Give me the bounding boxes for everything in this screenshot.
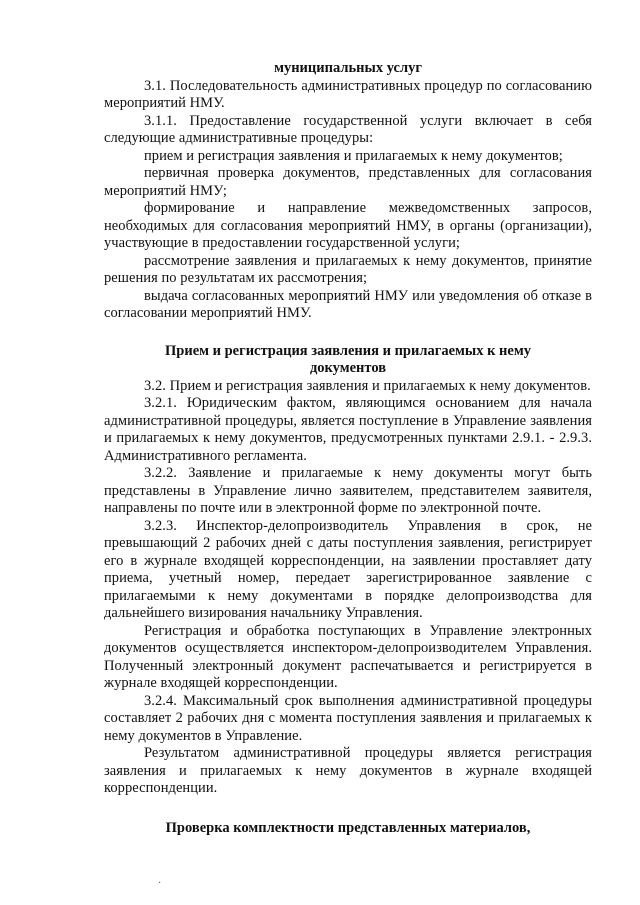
stray-mark: · bbox=[158, 878, 162, 889]
paragraph-3-2: 3.2. Прием и регистрация заявления и прилагаемых к нему документов. bbox=[144, 377, 591, 394]
section-heading-completeness: Проверка комплектности представленных материалов, bbox=[165, 819, 531, 836]
paragraph-3-1: 3.1. Последовательность административных процедур по согласованию мероприятий НМУ. bbox=[104, 77, 592, 111]
paragraph-3-2-2: 3.2.2. Заявление и прилагаемые к нему документы могут быть представлены в Управление лично заявителем, представителем заявителя, направлены по почте или в электронной форме по электронной почте. bbox=[104, 465, 592, 516]
paragraph-electronic-docs: Регистрация и обработка поступающих в Управление электронных документов осуществляется инспектором-делопроизводителем Управления. Полученный электронный документ распечатывается и регистрируется в журнале входящей корреспонденции. bbox=[104, 622, 592, 691]
list-item-procedure-3: формирование и направление межведомственных запросов, необходимых для согласования мероприятий НМУ, в органы (организации), участвующие в предоставлении государственной услуги; bbox=[104, 200, 592, 251]
paragraph-3-2-4: 3.2.4. Максимальный срок выполнения административной процедуры составляет 2 рабочих дня с момента поступления заявления и прилагаемых к нему документов в Управление. bbox=[104, 692, 592, 744]
top-heading: муниципальных услуг bbox=[274, 60, 422, 76]
list-item-procedure-5: выдача согласованных мероприятий НМУ или уведомления об отказе в согласовании мероприятий НМУ. bbox=[104, 287, 592, 321]
paragraph-3-2-1: 3.2.1. Юридическим фактом, являющимся основанием для начала административной процедуры, является поступление в Управление заявления и прилагаемых к нему документов, предусмотренных пунктами 2.9.1. - 2.9.3. Административного регламента. bbox=[104, 395, 592, 464]
section-heading-reception-line1: Прием и регистрация заявления и прилагаемых к нему bbox=[165, 342, 531, 359]
paragraph-result: Результатом административной процедуры является регистрация заявления и прилагаемых к нему документов в журнале входящей корреспонденции. bbox=[104, 745, 592, 796]
list-item-procedure-4: рассмотрение заявления и прилагаемых к нему документов, принятие решения по результатам их рассмотрения; bbox=[104, 252, 592, 286]
paragraph-3-2-3: 3.2.3. Инспектор-делопроизводитель Управления в срок, не превышающий 2 рабочих дней с даты поступления заявления, регистрирует его в журнале входящей корреспонденции, на заявлении проставляет дату приема, учетный номер, передает зарегистрированное заявление с прилагаемыми к нему документами в порядке делопроизводства для дальнейшего визирования начальнику Управления. bbox=[104, 517, 592, 621]
list-item-procedure-2: первичная проверка документов, представленных для согласования мероприятий НМУ; bbox=[104, 165, 592, 199]
paragraph-3-1-1: 3.1.1. Предоставление государственной услуги включает в себя следующие административные процедуры: bbox=[104, 112, 592, 146]
list-item-procedure-1: прием и регистрация заявления и прилагаемых к нему документов; bbox=[144, 147, 563, 164]
section-heading-reception-line2: документов bbox=[309, 360, 387, 376]
